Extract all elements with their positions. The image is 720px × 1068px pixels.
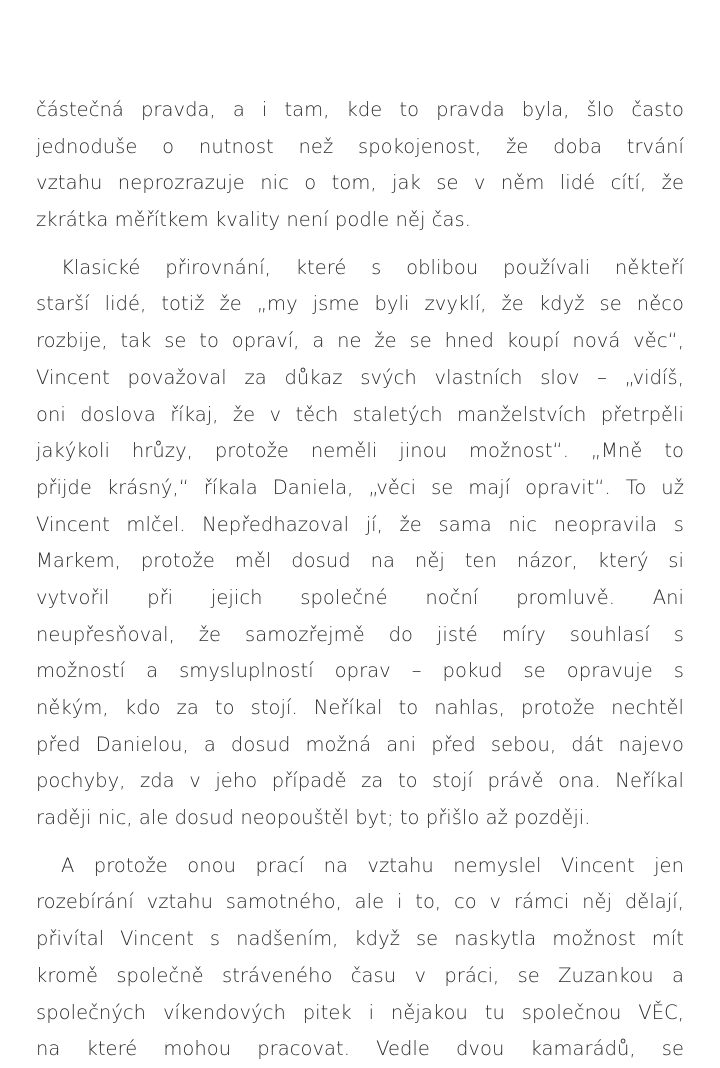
- text-line: rozebírání vztahu samotného, ale i to, co v rámci něj dělají,: [36, 890, 684, 914]
- text-line: Markem, protože měl dosud na něj ten názor, který si: [36, 549, 684, 573]
- text-line: raději nic, ale dosud neopouštěl byt; to přišlo až později.: [36, 806, 591, 830]
- text-line: vytvořil při jejich společné noční promluvě. Ani: [36, 585, 684, 609]
- text-line: společných víkendových pitek i nějakou tu společnou VĚC,: [36, 1000, 684, 1024]
- text-line: Vincent považoval za důkaz svých vlastních slov – „vidíš,: [36, 365, 684, 389]
- paragraph-gap: [36, 837, 684, 848]
- text-line: starší lidé, totiž že „my jsme byli zvyklí, že když se něco: [36, 292, 684, 316]
- text-line: na které mohou pracovat. Vedle dvou kamarádů, se: [36, 1037, 684, 1061]
- text-line: kromě společně stráveného času v práci, se Zuzankou a: [36, 963, 684, 987]
- paragraph: [36, 92, 684, 239]
- text-line: zkrátka měřítkem kvality není podle něj čas.: [36, 208, 471, 232]
- text-line: jakýkoli hrůzy, protože neměli jinou možnost“. „Mně to: [36, 439, 684, 463]
- text-line: před Danielou, a dosud možná ani před sebou, dát najevo: [36, 732, 684, 756]
- text-line: pochyby, zda v jeho případě za to stojí právě ona. Neříkal: [36, 769, 684, 793]
- text-line: možností a smysluplností oprav – pokud se opravuje s: [36, 659, 684, 683]
- text-line: oni doslova říkaj, že v těch staletých manželstvích přetrpěli: [36, 402, 684, 426]
- text-line: přijde krásný,“ říkala Daniela, „věci se mají opravit“. To už: [36, 475, 684, 499]
- text-line: rozbije, tak se to opraví, a ne že se hned koupí nová věc“,: [36, 329, 684, 353]
- text-line: Klasické přirovnání, které s oblibou používali někteří: [61, 255, 684, 279]
- text-line: přivítal Vincent s nadšením, když se naskytla možnost mít: [36, 927, 684, 951]
- paragraph: [36, 848, 684, 1068]
- paragraph: [36, 250, 684, 837]
- text-line: vztahu neprozrazuje nic o tom, jak se v něm lidé cítí, že: [36, 171, 684, 195]
- text-line: někým, kdo za to stojí. Neříkal to nahlas, protože nechtěl: [36, 696, 684, 719]
- text-line: jednoduše o nutnost než spokojenost, že doba trvání: [36, 134, 684, 158]
- text-line: částečná pravda, a i tam, kde to pravda byla, šlo často: [36, 98, 684, 121]
- paragraph-gap: [36, 239, 684, 250]
- text-line: neupřesňoval, že samozřejmě do jisté míry souhlasí s: [36, 622, 684, 646]
- document-page: [36, 92, 684, 1068]
- text-line: A protože onou prací na vztahu nemyslel Vincent jen: [61, 853, 684, 877]
- text-line: Vincent mlčel. Nepředhazoval jí, že sama nic neopravila s: [36, 512, 684, 536]
